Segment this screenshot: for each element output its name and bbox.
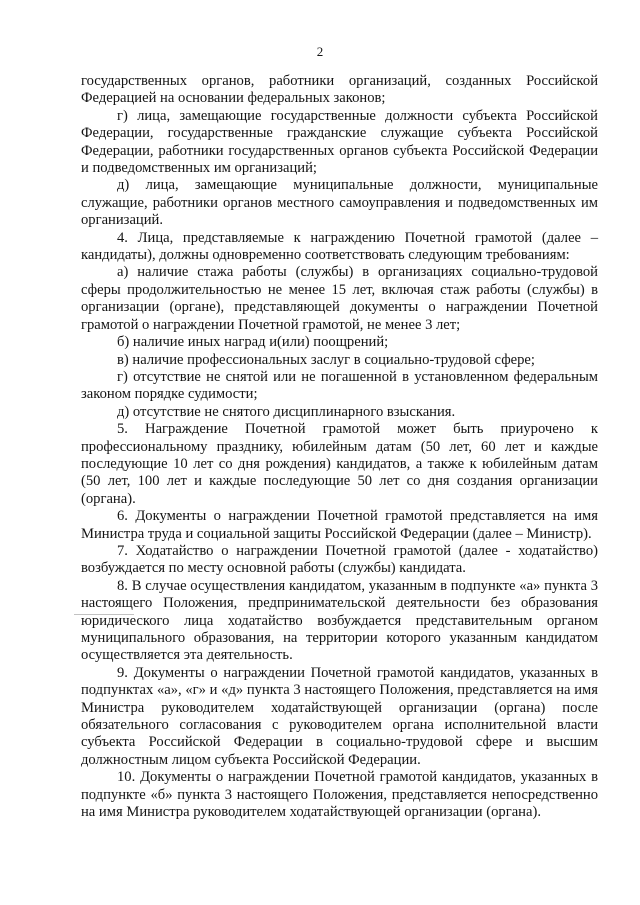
paragraph: 6. Документы о награждении Почетной грамотой представляется на имя Министра труда и социальной защиты Российской Федерации (далее – Министр). <box>81 508 598 542</box>
page-number: 2 <box>316 44 324 59</box>
paragraph: государственных органов, работники организаций, созданных Российской Федерацией на основании федеральных законов; <box>81 73 598 107</box>
paragraph: 7. Ходатайство о награждении Почетной грамотой (далее - ходатайство) возбуждается по месту основной работы (службы) кандидата. <box>81 542 598 577</box>
paragraph: 5. Награждение Почетной грамотой может быть приурочено к профессиональному празднику, юбилейным датам (50 лет, 60 лет и каждые последующие 10 лет со дня рождения) кандидатов, а также к юбилейным датам (50 лет, 100 лет и каждые последующие 50 лет со дня создания организации (органа). <box>81 421 598 507</box>
paragraph: г) отсутствие не снятой или не погашенной в установленном федеральным законом порядке судимости; <box>81 368 598 403</box>
paragraph: 10. Документы о награждении Почетной грамотой кандидатов, указанных в подпункте «б» пункта 3 настоящего Положения, представляется непосредственно на имя Министра руководителем ходатайствующей организации (органа). <box>81 769 598 821</box>
paragraph: в) наличие профессиональных заслуг в социально-трудовой сфере; <box>117 351 535 368</box>
paragraph: д) отсутствие не снятого дисциплинарного взыскания. <box>117 403 456 420</box>
paragraph: б) наличие иных наград и(или) поощрений; <box>117 334 389 351</box>
document-body <box>81 73 598 821</box>
paragraph: 4. Лица, представляемые к награждению Почетной грамотой (далее – кандидаты), должны одновременно соответствовать следующим требованиям: <box>81 229 598 264</box>
paragraph: 8. В случае осуществления кандидатом, указанным в подпункте «а» пункта 3 настоящего Положения, предпринимательской деятельности без образования юридического лица ходатайство возбуждается представительным органом муниципального образования, на территории которого указанным кандидатом осуществляется эта деятельность. <box>81 577 598 664</box>
paragraph: д) лица, замещающие муниципальные должности, муниципальные служащие, работники органов местного самоуправления и подведомственных им организаций. <box>81 177 598 229</box>
paragraph: г) лица, замещающие государственные должности субъекта Российской Федерации, государственные гражданские служащие субъекта Российской Федерации, работники государственных органов субъекта Российской Федерации и подведомственных им организаций; <box>81 107 598 177</box>
paragraph: а) наличие стажа работы (службы) в организациях социально-трудовой сферы продолжительностью не менее 15 лет, включая стаж работы (службы) в организации (органе), представляющей документы о награждении Почетной грамотой о награждении Почетной грамотой, не менее 3 лет; <box>81 264 598 333</box>
paragraph: 9. Документы о награждении Почетной грамотой кандидатов, указанных в подпунктах «а», «г» и «д» пункта 3 настоящего Положения, представляется на имя Министра руководителем ходатайствующей организации (органа) после обязательного согласования с руководителем органа исполнительной власти субъекта Российской Федерации в социально-трудовой сфере и высшим должностным лицом субъекта Российской Федерации. <box>81 664 598 768</box>
